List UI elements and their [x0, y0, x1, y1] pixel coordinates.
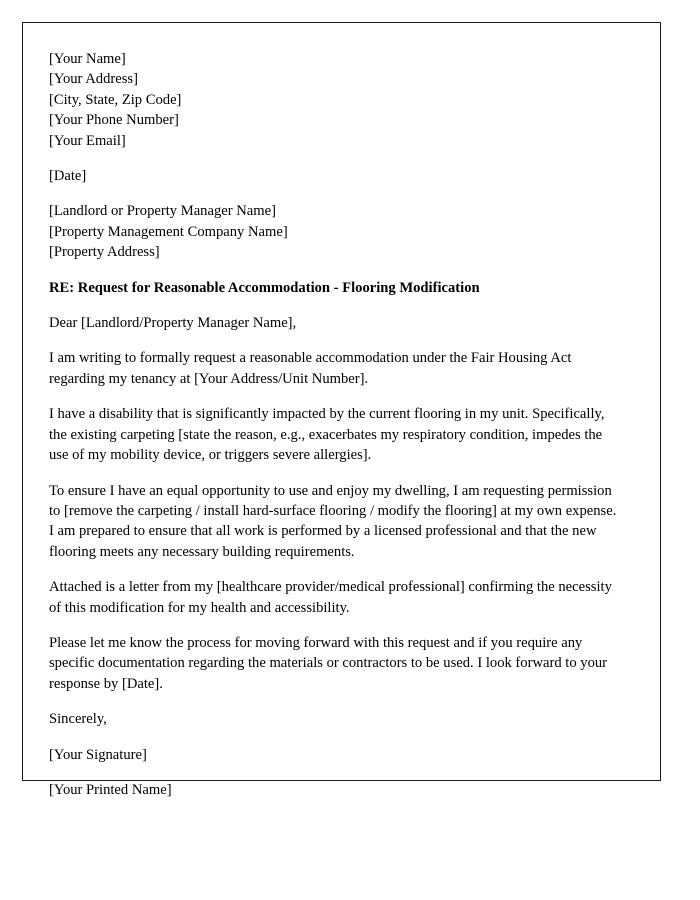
salutation-line: Dear [Landlord/Property Manager Name], [49, 315, 297, 332]
paragraph-text: Attached is a letter from my [healthcare provider/medical professional] confirming the necessity of this modification for my health and accessibility. [49, 579, 612, 616]
sender-phone-line: [Your Phone Number] [49, 112, 179, 129]
sender-street-line: [Your Address] [49, 71, 138, 88]
closing-line: Sincerely, [49, 711, 107, 728]
sender-address-block [49, 49, 623, 151]
body-paragraph-2 [49, 404, 623, 465]
date-block [49, 166, 623, 186]
date-line: [Date] [49, 168, 87, 185]
paragraph-text: Please let me know the process for moving forward with this request and if you require any specific documentation regarding the materials or contractors to be used. I look forward to your response by [Date]. [49, 634, 608, 692]
subject-block [49, 278, 623, 298]
body-paragraph-5 [49, 633, 623, 694]
paragraph-text: I am writing to formally request a reasonable accommodation under the Fair Housing Act regarding my tenancy at [Your Address/Unit Number]. [49, 350, 572, 387]
sender-name-line: [Your Name] [49, 51, 126, 67]
signature-line: [Your Signature] [49, 746, 147, 763]
body-paragraph-1 [49, 348, 623, 389]
printed-name-line: [Your Printed Name] [49, 781, 172, 798]
recipient-address-line: [Property Address] [49, 244, 160, 261]
printed-name-block [49, 780, 623, 800]
letter-body [23, 23, 660, 800]
paragraph-text: To ensure I have an equal opportunity to use and enjoy my dwelling, I am requesting permission to [remove the carpeting / install hard-surface flooring / modify the flooring] at my own expense. I am prepared to ensure that all work is performed by a licensed professional and that the new flooring meets any necessary building requirements. [49, 482, 617, 560]
recipient-address-block [49, 201, 623, 262]
closing-block [49, 709, 623, 729]
sender-city-state-zip-line: [City, State, Zip Code] [49, 91, 182, 108]
paragraph-text: I have a disability that is significantly impacted by the current flooring in my unit. Specifically, the existing carpeting [state the reason, e.g., exacerbates my respiratory condition, impedes the use of my mobility device, or triggers severe allergies]. [49, 406, 605, 464]
recipient-company-line: [Property Management Company Name] [49, 223, 288, 240]
salutation-block [49, 313, 623, 333]
sender-email-line: [Your Email] [49, 132, 126, 149]
signature-block [49, 745, 623, 765]
body-paragraph-4 [49, 577, 623, 618]
recipient-name-line: [Landlord or Property Manager Name] [49, 203, 276, 220]
subject-line: RE: Request for Reasonable Accommodation - Flooring Modification [49, 279, 480, 296]
letter-page [22, 22, 661, 798]
body-paragraph-3 [49, 481, 623, 563]
